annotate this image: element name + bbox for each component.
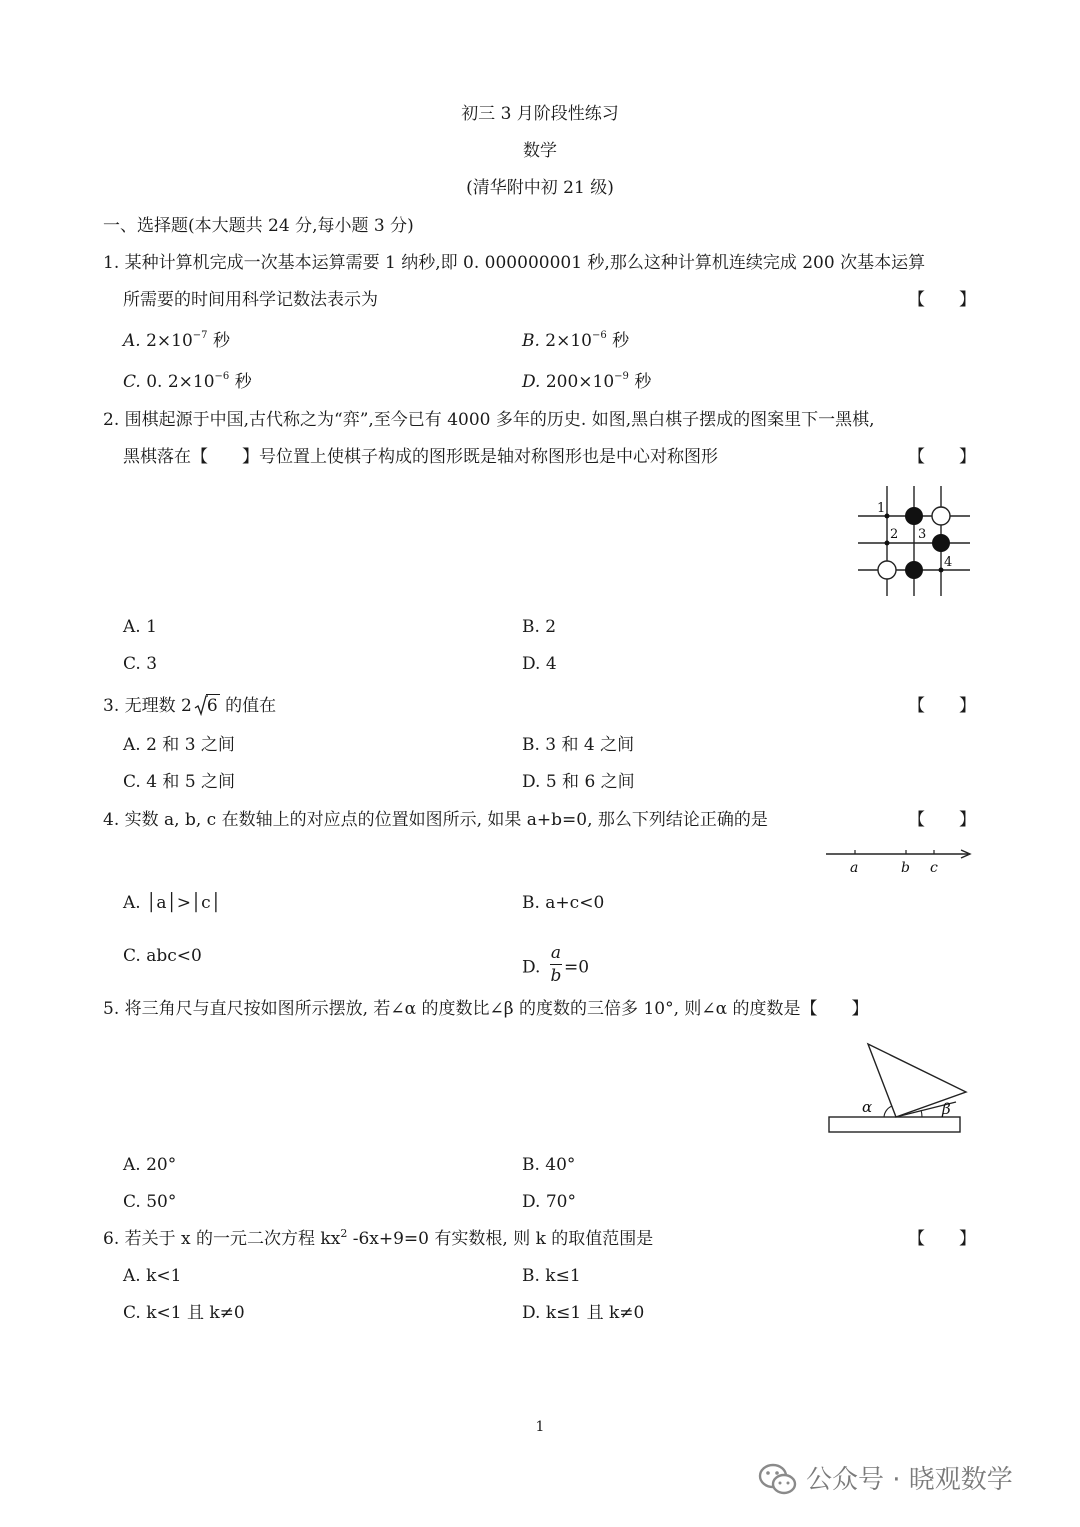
exam-title: 初三 3 月阶段性练习 <box>461 104 619 124</box>
q2-line1: 2. 围棋起源于中国,古代称之为“弈”,至今已有 4000 多年的历史. 如图,黑白棋子摆成的图案里下一黑棋, <box>103 410 875 430</box>
wechat-icon <box>758 1462 798 1498</box>
q4-option-d <box>522 943 590 988</box>
axis-label-a: a <box>850 860 859 876</box>
angle-beta-label: β <box>942 1100 951 1118</box>
q1-answer-bracket: 【 】 <box>908 290 976 310</box>
q1-option-a-unit: 秒 <box>207 331 230 351</box>
q2-option-c: C. 3 <box>123 654 158 674</box>
q6-pre: 6. 若关于 x 的一元二次方程 kx <box>103 1229 341 1249</box>
q1-option-b-unit: 秒 <box>606 331 630 351</box>
q1-option-a-label: A. <box>123 331 141 351</box>
axis-label-b: b <box>901 860 910 876</box>
q1-option-b-base: 2×10 <box>539 331 593 351</box>
q1-option-c-exp: −6 <box>214 371 230 382</box>
q1-option-c-label: C. <box>123 372 141 392</box>
white-stone <box>932 507 950 525</box>
sqrt-symbol <box>194 698 220 715</box>
q1-option-b-label: B. <box>522 331 540 351</box>
q4-option-b: B. a+c<0 <box>522 893 605 913</box>
exam-school: (清华附中初 21 级) <box>466 178 614 198</box>
white-stone <box>878 561 896 579</box>
go-board-figure <box>858 486 978 598</box>
q1-option-d <box>522 371 652 392</box>
q5-option-a: A. 20° <box>123 1155 177 1175</box>
q1-line2: 所需要的时间用科学记数法表示为 <box>123 290 378 310</box>
q6-option-d: D. k≤1 且 k≠0 <box>522 1303 645 1323</box>
q1-option-c-base: 0. 2×10 <box>140 372 215 392</box>
q5-line1: 5. 将三角尺与直尺按如图所示摆放, 若∠α 的度数比∠β 的度数的三倍多 10°, 则∠α 的度数是【 】 <box>103 999 869 1019</box>
axis-label-c: c <box>930 860 938 876</box>
q4-line1: 4. 实数 a, b, c 在数轴上的对应点的位置如图所示, 如果 a+b=0, 那么下列结论正确的是 <box>103 810 768 830</box>
q1-option-a-base: 2×10 <box>140 331 193 351</box>
black-stone <box>905 507 923 525</box>
black-stone <box>932 534 950 552</box>
q1-option-d-label: D. <box>522 372 541 392</box>
q1-option-a-exp: −7 <box>192 330 208 341</box>
q3-option-a: A. 2 和 3 之间 <box>123 735 235 755</box>
q2-answer-bracket: 【 】 <box>908 447 976 467</box>
q4-option-a: A. │a│>│c│ <box>123 893 221 913</box>
q6-exponent: 2 <box>340 1227 348 1240</box>
q1-option-b <box>522 330 630 351</box>
go-label-2: 2 <box>890 527 899 542</box>
angle-alpha-label: α <box>862 1098 873 1116</box>
q6-line1 <box>103 1227 654 1249</box>
q6-option-a: A. k<1 <box>123 1266 182 1286</box>
q4-option-d-label: D. <box>522 957 541 978</box>
q3-line <box>103 698 276 715</box>
q2-option-a: A. 1 <box>123 617 157 637</box>
q3-radicand: 6 <box>206 696 218 716</box>
q3-option-b: B. 3 和 4 之间 <box>522 735 635 755</box>
q6-answer-bracket: 【 】 <box>908 1229 976 1249</box>
q5-option-c: C. 50° <box>123 1192 177 1212</box>
q1-option-c <box>123 371 252 392</box>
q6-post: -6x+9=0 有实数根, 则 k 的取值范围是 <box>347 1229 654 1249</box>
q6-option-b: B. k≤1 <box>522 1266 581 1286</box>
q6-option-c: C. k<1 且 k≠0 <box>123 1303 245 1323</box>
q3-pre: 3. 无理数 2 <box>103 696 192 716</box>
q3-option-c: C. 4 和 5 之间 <box>123 772 236 792</box>
q4-fraction-numerator: a <box>550 943 561 963</box>
q1-option-a <box>123 330 230 351</box>
q2-option-d: D. 4 <box>522 654 557 674</box>
q3-post: 的值在 <box>219 696 277 716</box>
ruler <box>829 1117 960 1132</box>
q5-option-b: B. 40° <box>522 1155 576 1175</box>
q1-option-d-exp: −9 <box>614 371 629 382</box>
go-label-1: 1 <box>877 501 886 516</box>
q4-answer-bracket: 【 】 <box>908 810 976 830</box>
q1-option-d-base: 200×10 <box>540 372 615 392</box>
fraction <box>550 945 562 985</box>
q1-option-b-exp: −6 <box>592 330 607 341</box>
q1-line1: 1. 某种计算机完成一次基本运算需要 1 纳秒,即 0. 000000001 秒,那么这种计算机连续完成 200 次基本运算 <box>103 253 926 273</box>
q1-option-c-unit: 秒 <box>229 372 252 392</box>
number-line-figure <box>822 844 974 878</box>
exam-subject: 数学 <box>523 141 557 161</box>
page-number: 1 <box>535 1419 545 1435</box>
q2-option-b: B. 2 <box>522 617 557 637</box>
section-heading: 一、选择题(本大题共 24 分,每小题 3 分) <box>103 216 414 236</box>
go-label-3: 3 <box>918 527 927 542</box>
watermark-text: 公众号 · 晓观数学 <box>806 1465 1013 1495</box>
triangle-ruler-figure <box>826 1040 970 1136</box>
triangle-set-square <box>868 1044 966 1117</box>
q4-option-c: C. abc<0 <box>123 946 202 966</box>
q2-line2: 黑棋落在【 】号位置上使棋子构成的图形既是轴对称图形也是中心对称图形 <box>123 447 718 467</box>
q3-option-d: D. 5 和 6 之间 <box>522 772 635 792</box>
q3-answer-bracket: 【 】 <box>908 696 976 716</box>
q5-option-d: D. 70° <box>522 1192 576 1212</box>
black-stone <box>905 561 923 579</box>
q4-option-d-tail: =0 <box>563 957 590 978</box>
q1-option-d-unit: 秒 <box>628 372 652 392</box>
q4-fraction-denominator: b <box>550 966 562 986</box>
go-label-4: 4 <box>944 555 953 570</box>
